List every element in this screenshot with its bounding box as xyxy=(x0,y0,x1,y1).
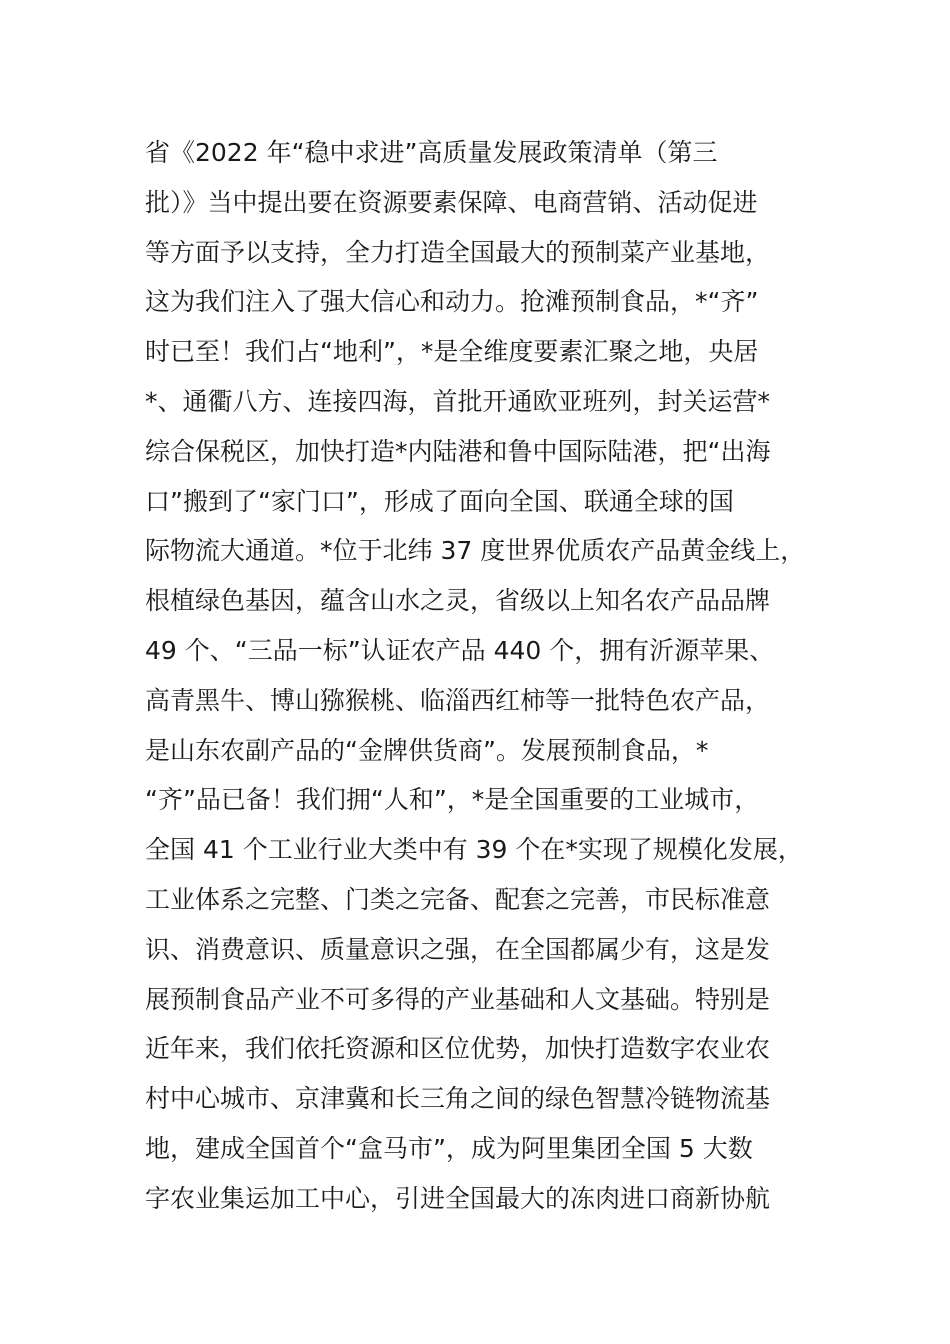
text-line: 全国 41 个工业行业大类中有 39 个在*实现了规模化发展， xyxy=(145,835,803,865)
text-line: 村中心城市、京津冀和长三角之间的绿色智慧冷链物流基 xyxy=(145,1084,771,1114)
text-line: 49 个、“三品一标”认证农产品 440 个，拥有沂源苹果、 xyxy=(145,635,775,665)
text-line: 综合保税区，加快打造*内陆港和鲁中国际陆港，把“出海 xyxy=(145,436,771,466)
text-line: 是山东农副产品的“金牌供货商”。发展预制食品，* xyxy=(145,735,709,765)
text-line: 批）》当中提出要在资源要素保障、电商营销、活动促进 xyxy=(145,187,758,217)
body-paragraph xyxy=(145,133,845,1229)
text-line: 际物流大通道。*位于北纬 37 度世界优质农产品黄金线上， xyxy=(145,536,806,566)
text-line: 识、消费意识、质量意识之强，在全国都属少有，这是发 xyxy=(145,934,771,964)
text-line: 展预制食品产业不可多得的产业基础和人文基础。特别是 xyxy=(145,984,771,1014)
text-line: 口”搬到了“家门口”，形成了面向全国、联通全球的国 xyxy=(145,486,734,516)
text-line: 高青黑牛、博山猕猴桃、临淄西红柿等一批特色农产品， xyxy=(145,685,771,715)
text-line: 省《2022 年“稳中求进”高质量发展政策清单（第三 xyxy=(145,138,718,167)
text-line: “齐”品已备！我们拥“人和”，*是全国重要的工业城市， xyxy=(145,785,760,815)
text-line: 这为我们注入了强大信心和动力。抢滩预制食品，*“齐” xyxy=(145,287,759,317)
text-line: 近年来，我们依托资源和区位优势，加快打造数字农业农 xyxy=(145,1034,771,1064)
text-line: 根植绿色基因，蕴含山水之灵，省级以上知名农产品品牌 xyxy=(145,586,771,616)
text-line: 等方面予以支持，全力打造全国最大的预制菜产业基地， xyxy=(145,237,771,267)
text-line: *、通衢八方、连接四海，首批开通欧亚班列，封关运营* xyxy=(145,386,771,416)
text-line: 地，建成全国首个“盒马市”，成为阿里集团全国 5 大数 xyxy=(145,1133,753,1163)
text-line: 字农业集运加工中心，引进全国最大的冻肉进口商新协航 xyxy=(145,1183,771,1213)
text-line: 工业体系之完整、门类之完备、配套之完善，市民标准意 xyxy=(145,884,771,914)
text-line: 时已至！我们占“地利”，*是全维度要素汇聚之地，央居 xyxy=(145,337,759,367)
